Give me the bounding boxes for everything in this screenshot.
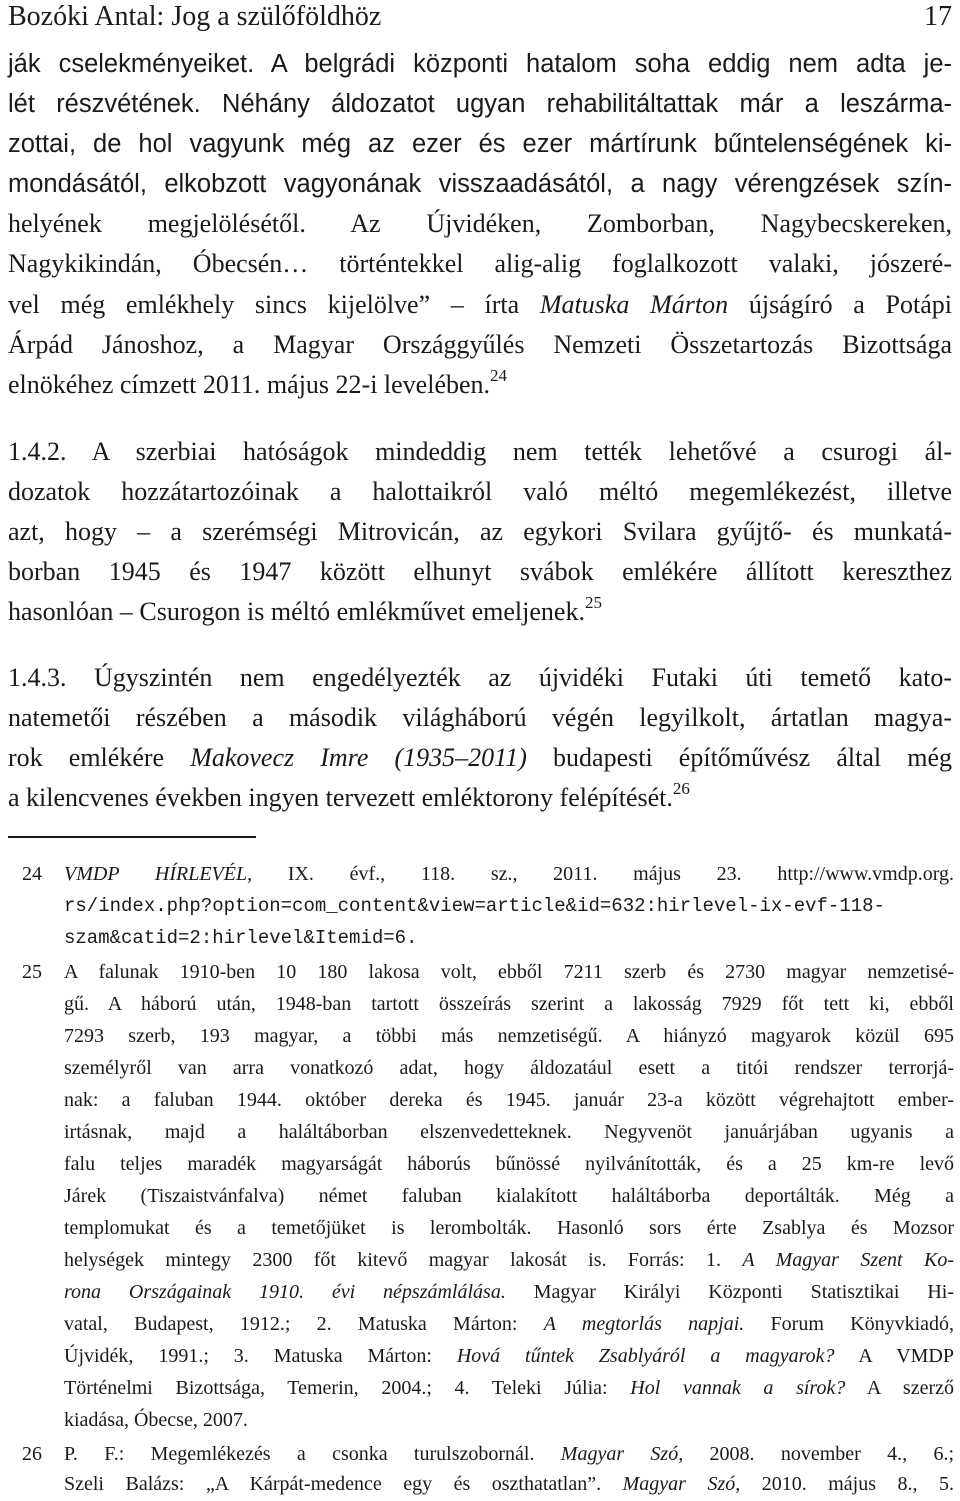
text-line: 1.4.3. Úgyszintén nem engedélyezték az újvidéki Futaki úti temető kato- [8, 663, 952, 692]
footnote-ref-24[interactable]: 24 [490, 366, 508, 385]
text-line: azt, hogy – a szerémségi Mitrovicán, az egykori Svilara gyűjtő- és munkatá- [8, 517, 952, 546]
text-run: 2008. november 4., 6.; [683, 1443, 954, 1465]
footnote-line: gű. A háború után, 1948-ban tartott összeírás szerint a lakosság 7929 főt tett ki, ebből [64, 993, 954, 1015]
text-run: Forum Könyvkiadó, [744, 1313, 955, 1335]
text-run: IX. évf., 118. sz., 2011. május 23. http://www.vmdp.org. [252, 863, 954, 885]
footnote-line [64, 1278, 954, 1306]
text-run: Magyar Királyi Központi Statisztikai Hi- [505, 1281, 954, 1303]
text-line [8, 367, 952, 403]
running-head [8, 0, 952, 36]
footnote-line [64, 1470, 954, 1498]
text-line: lét részvétének. Néhány áldozatot ugyan rehabilitáltattak már a leszárma- [8, 90, 952, 118]
text-run: Hová tűntek Zsablyáról a magyarok? [456, 1345, 835, 1367]
text-line: ják cselekményeiket. A belgrádi központi hatalom soha eddig nem adta je- [8, 50, 952, 78]
text-run: Magyar Szó, [622, 1473, 741, 1495]
text-run: A megtorlás napjai. [543, 1313, 745, 1335]
footnote-ref-26[interactable]: 26 [672, 779, 690, 798]
text-run: A Magyar Szent Ko- [742, 1249, 954, 1271]
footnote-line: irtásnak, majd a haláltáborban elszenvedetteknek. Negyvenöt januárjában ugyanis a [64, 1121, 954, 1143]
footnote-line: Járek (Tiszaistvánfalva) német faluban kialakított haláltáborba deportálták. Még a [64, 1185, 954, 1207]
footnote-ref-25[interactable]: 25 [584, 593, 602, 612]
text-run: A VMDP [834, 1345, 955, 1367]
person-name: Makovecz Imre (1935–2011) [190, 743, 527, 772]
footnote-separator [8, 836, 256, 838]
footnote-line: templomukat és a temetőjüket is lerombolták. Hasonló sors érte Zsablya és Mozsor [64, 1217, 954, 1239]
text-line: borban 1945 és 1947 között elhunyt svábok emlékére állított kereszthez [8, 557, 952, 586]
page-number: 17 [924, 1, 952, 32]
text-line: helyének megjelölésétől. Az Újvidéken, Zomborban, Nagybecskereken, [8, 209, 952, 238]
footnote-line: falu teljes maradék magyarságát háborús bűnössé nyilvánították, és a 25 km-re levő [64, 1153, 954, 1175]
text-line: dozatok hozzátartozóinak a halottaikról való méltó megemlékezést, illetve [8, 477, 952, 506]
text-line: mondásától, elkobzott vagyonának visszaadásától, a nagy vérengzések szín- [8, 170, 952, 198]
text-run: Szeli Balázs: „A Kárpát-medence egy és oszthatatlan”. [64, 1473, 623, 1495]
text-run: vatal, Budapest, 1912.; 2. Matuska Márton: [64, 1313, 544, 1335]
person-name: Matuska Márton [539, 290, 729, 319]
text-line [8, 594, 952, 630]
text-run: Magyar Szó, [560, 1443, 684, 1465]
text-line [8, 740, 952, 776]
text-run: P. F.: Megemlékezés a csonka turulszobornál. [64, 1443, 561, 1465]
footnote-line: személyről van arra vonatkozó adat, hogy áldozatául esett a titói rendszer terrorjá- [64, 1057, 954, 1079]
text-run: A szerző [845, 1377, 955, 1399]
footnote-number: 24 [22, 863, 42, 885]
text-run: vel még emlékhely sincs kijelölve” – írta [8, 290, 540, 319]
text-run: Hol vannak a sírok? [630, 1377, 846, 1399]
text-run: elnökéhez címzett 2011. május 22-i levelében. [8, 370, 491, 399]
text-line: 1.4.2. A szerbiai hatóságok mindeddig nem tették lehetővé a csurogi ál- [8, 437, 952, 466]
footnote-line [64, 1310, 954, 1338]
text-run: 2010. május 8., 5. [740, 1473, 954, 1495]
footnote-url[interactable]: rs/index.php?option=com_content&view=article&id=632:hirlevel-ix-evf-118- [64, 895, 885, 917]
text-run: rona Országainak 1910. évi népszámlálása. [64, 1281, 506, 1303]
text-run: Történelmi Bizottsága, Temerin, 2004.; 4. Teleki Júlia: [64, 1377, 631, 1399]
footnote-line [64, 1440, 954, 1468]
text-run: a kilencvenes években ingyen tervezett emléktorony felépítését. [8, 783, 673, 812]
text-line [8, 287, 952, 323]
text-line: Nagykikindán, Óbecsén… történtekkel alig-alig foglalkozott valaki, jószeré- [8, 249, 952, 278]
footnote-line: A falunak 1910-ben 10 180 lakosa volt, ebből 7211 szerb és 2730 magyar nemzetisé- [64, 961, 954, 983]
text-run: újságíró a Potápi [728, 290, 952, 319]
footnote-line: kiadása, Óbecse, 2007. [64, 1409, 248, 1431]
text-run: Újvidék, 1991.; 3. Matuska Márton: [64, 1345, 457, 1367]
running-head-title: Bozóki Antal: Jog a szülőföldhöz [8, 1, 382, 32]
footnote-line [64, 1374, 954, 1402]
text-run: budapesti építőművész által még [526, 743, 952, 772]
footnote-line: 7293 szerb, 193 magyar, a többi más nemzetiségű. A hiányzó magyarok közül 695 [64, 1025, 954, 1047]
text-line: natemetői részében a második világháború végén legyilkolt, ártatlan magya- [8, 703, 952, 732]
footnote-line [64, 1246, 954, 1274]
text-run: VMDP HÍRLEVÉL, [64, 863, 253, 885]
footnote-line: nak: a faluban 1944. október dereka és 1945. január 23-a között végrehajtott ember- [64, 1089, 954, 1111]
text-run: rok emlékére [8, 743, 191, 772]
text-line [8, 780, 952, 816]
footnote-url[interactable]: szam&catid=2:hirlevel&Itemid=6. [64, 927, 418, 949]
text-line: zottai, de hol vagyunk még az ezer és ezer mártírunk bűntelenségének ki- [8, 130, 952, 158]
footnote-number: 26 [22, 1443, 42, 1465]
footnote-line [64, 1342, 954, 1370]
footnote-number: 25 [22, 961, 42, 983]
footnote-line [64, 860, 954, 888]
text-line: Árpád Jánoshoz, a Magyar Országgyűlés Nemzeti Összetartozás Bizottsága [8, 330, 952, 359]
text-run: hasonlóan – Csurogon is méltó emlékművet emeljenek. [8, 597, 585, 626]
text-run: helységek mintegy 2300 főt kitevő magyar lakosát is. Forrás: 1. [64, 1249, 743, 1271]
